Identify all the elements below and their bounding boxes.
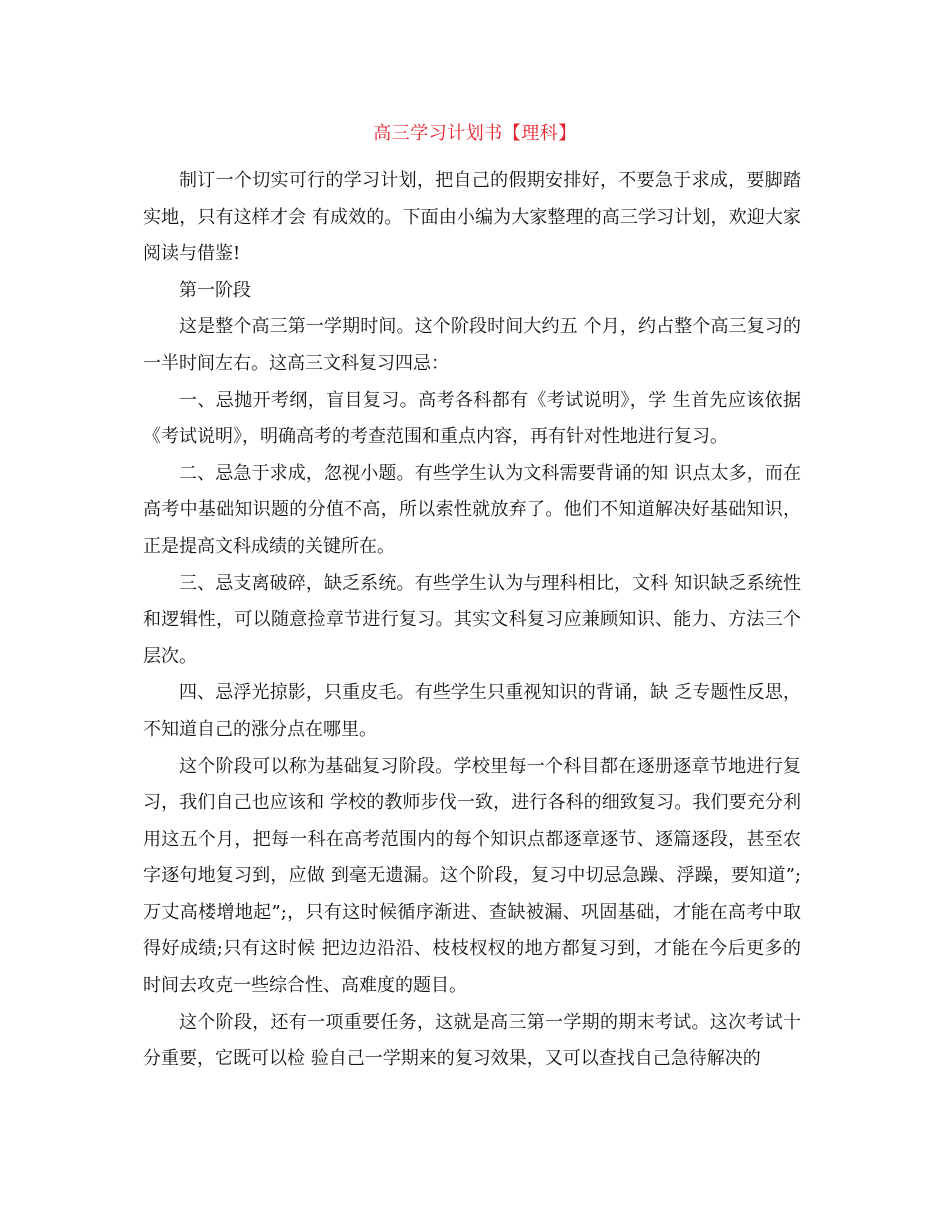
paragraph-taboo-1: 一、忌抛开考纲，盲目复习。高考各科都有《考试说明》，学 生首先应该依据《考试说明》，明确高考的考查范围和重点内容，再有针对性地进行复习。: [143, 389, 801, 448]
paragraph-final-exam: 这个阶段，还有一项重要任务，这就是高三第一学期的期末考试。这次考试十分重要，它既可以检 验自己一学期来的复习效果，又可以查找自己急待解决的: [143, 1011, 801, 1070]
document-title: 高三学习计划书【理科】: [373, 123, 577, 144]
paragraph-intro: 制订一个切实可行的学习计划，把自己的假期安排好，不要急于求成，要脚踏实地，只有这样才会 有成效的。下面由小编为大家整理的高三学习计划，欢迎大家阅读与借鉴!: [143, 170, 801, 265]
paragraph-basic-review: 这个阶段可以称为基础复习阶段。学校里每一个科目都在逐册逐章节地进行复习，我们自己也应该和 学校的教师步伐一致，进行各科的细致复习。我们要充分利用这五个月，把每一科在高考范围内的每个知识点都逐章逐节、逐篇逐段，甚至农字逐句地复习到，应做 到毫无遗漏。这个阶段，复习中切忌急躁、浮躁，要知道”;万丈高楼增地起”;，只有这时候循序渐进、查缺被漏、巩固基础，才能在高考中取得好成绩;只有这时候 把边边沿沿、枝枝杈杈的地方都复习到，才能在今后更多的时间去攻克一些综合性、高难度的题目。: [143, 755, 801, 997]
paragraph-stage-heading: 第一阶段: [179, 279, 251, 301]
paragraph-taboo-2: 二、忌急于求成，忽视小题。有些学生认为文科需要背诵的知 识点太多，而在高考中基础知识题的分值不高，所以索性就放弃了。他们不知道解决好基础知识，正是提高文科成绩的关键所在。: [143, 462, 801, 557]
paragraph-taboo-4: 四、忌浮光掠影，只重皮毛。有些学生只重视知识的背诵，缺 乏专题性反思，不知道自己的涨分点在哪里。: [143, 682, 801, 740]
paragraph-taboo-3: 三、忌支离破碎，缺乏系统。有些学生认为与理科相比，文科 知识缺乏系统性和逻辑性，可以随意捡章节进行复习。其实文科复习应兼顾知识、能力、方法三个层次。: [143, 572, 801, 667]
document-body: [143, 163, 801, 1078]
paragraph-stage-overview: 这是整个高三第一学期时间。这个阶段时间大约五 个月，约占整个高三复习的一半时间左右。这高三文科复习四忌：: [143, 316, 801, 374]
